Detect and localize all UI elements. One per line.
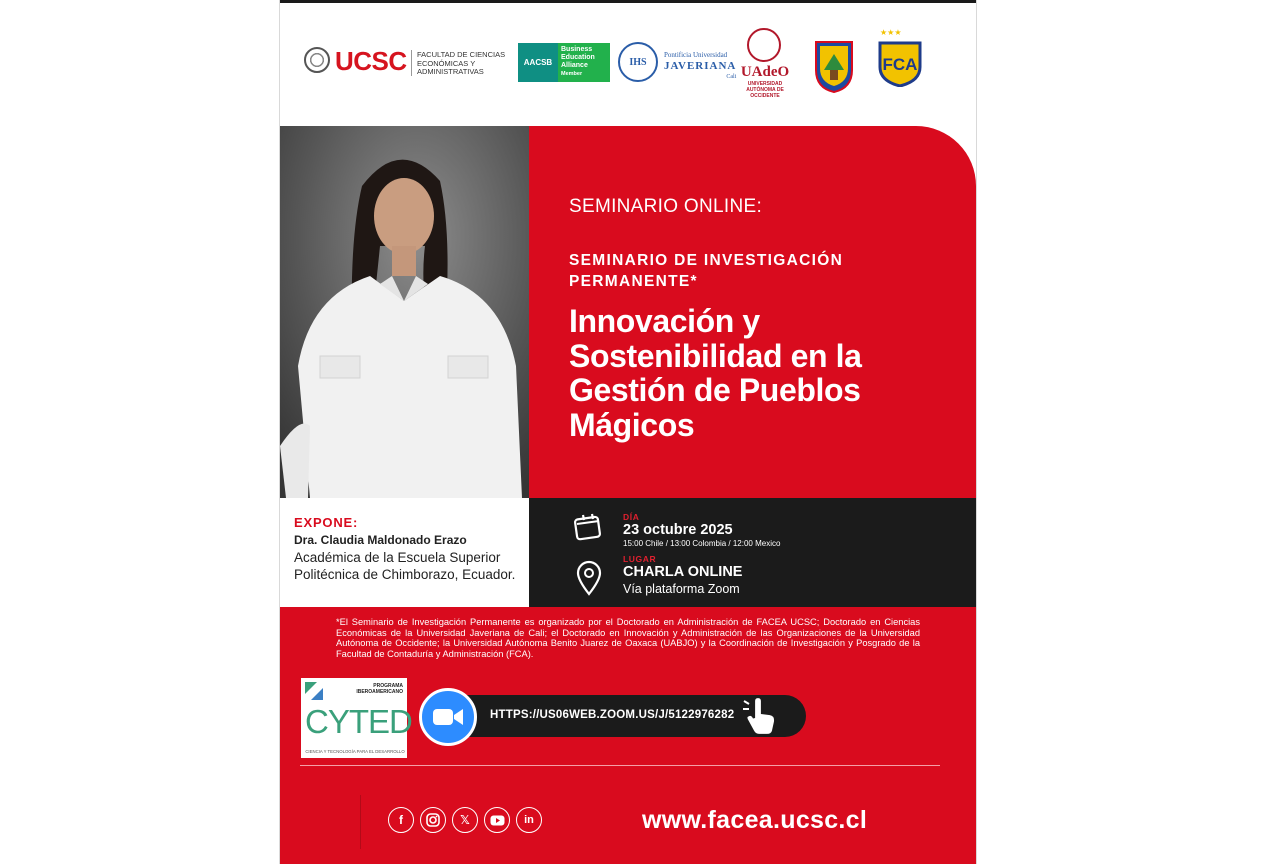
speaker-name: Dra. Claudia Maldonado Erazo: [294, 533, 467, 547]
javeriana-city: Cali: [726, 74, 737, 80]
event-date: 23 octubre 2025: [623, 522, 733, 538]
aacsb-member-text: Member: [561, 71, 583, 77]
place-label: LUGAR: [623, 554, 657, 564]
seminar-poster: [279, 0, 977, 864]
instagram-icon[interactable]: [420, 807, 446, 833]
video-camera-icon: [431, 706, 465, 728]
linkedin-icon[interactable]: in: [516, 807, 542, 833]
ucsc-seal-logo: [304, 47, 330, 73]
speaker-box: [280, 498, 529, 607]
speaker-label: EXPONE:: [294, 515, 359, 530]
speaker-affiliation: Académica de la Escuela Superior Politécnica de Chimborazo, Ecuador.: [294, 550, 516, 582]
footer-panel: [280, 607, 976, 864]
cyted-mark-icon: [303, 680, 325, 702]
uabjo-shield-logo: [814, 40, 854, 94]
zoom-url[interactable]: HTTPS://US06WEB.ZOOM.US/J/5122976282: [490, 709, 735, 721]
location-pin-icon: [575, 560, 603, 596]
javeriana-text: JAVERIANA: [664, 60, 737, 72]
fca-shield-logo: [878, 37, 922, 87]
calendar-icon: [573, 512, 603, 542]
event-info: [529, 498, 976, 607]
footer-divider: [300, 765, 940, 766]
pointer-hand-icon: [740, 695, 782, 737]
uao-logo-text: UAdeO: [740, 64, 790, 80]
header-panel: [529, 126, 976, 498]
top-strip: [280, 0, 976, 3]
aacsb-text: AACSB: [518, 43, 558, 82]
event-platform: Vía plataforma Zoom: [623, 582, 740, 596]
cyted-logo: [301, 678, 412, 758]
ucsc-logo-text: UCSC: [335, 46, 407, 76]
event-place: CHARLA ONLINE: [623, 564, 743, 580]
organizers-note: *El Seminario de Investigación Permanente es organizado por el Doctorado en Administración de FACEA UCSC; Doctorado en Ciencias Económicas de la Universidad Javeriana de Cali; el Doctorado en Innovación y Administración de las Organizaciones de la Universidad Autónoma de Occidente; la Universidad Autónoma Benito Juarez de Oaxaca (UABJO) y la Coordinación de Investigación y Posgrado de la Facultad de Contaduría y Administración (FCA).: [336, 617, 920, 659]
ucsc-divider: [411, 50, 412, 76]
uao-subtitle: UNIVERSIDAD AUTÓNOMA DE OCCIDENTE: [746, 81, 784, 99]
facebook-icon[interactable]: f: [388, 807, 414, 833]
javeriana-seal-logo: IHS: [618, 42, 658, 82]
speaker-photo: [280, 126, 529, 498]
footer-vertical-divider: [360, 795, 361, 849]
youtube-icon[interactable]: [484, 807, 510, 833]
javeriana-logo: [664, 50, 736, 83]
ucsc-faculty-text: FACULTAD DE CIENCIAS ECONÓMICAS Y ADMINISTRATIVAS: [417, 50, 506, 76]
zoom-icon[interactable]: [419, 688, 477, 746]
cyted-name: CYTED: [305, 703, 412, 740]
fca-logo-text: FCA: [882, 55, 918, 74]
javeriana-small-text: Pontificia Universidad: [664, 51, 728, 59]
logos-row: [280, 20, 976, 115]
seminar-kicker: SEMINARIO ONLINE:: [569, 196, 763, 217]
seminar-title: Innovación y Sostenibilidad en la Gestión de Pueblos Mágicos: [569, 303, 862, 443]
social-links: [388, 807, 542, 833]
uao-seal-logo: [747, 28, 781, 62]
aacsb-alliance: [558, 43, 610, 82]
fca-stars: ★★★: [880, 28, 902, 37]
seminar-series: SEMINARIO DE INVESTIGACIÓN PERMANENTE*: [569, 252, 844, 290]
x-icon[interactable]: 𝕏: [452, 807, 478, 833]
cyted-tagline: CIENCIA Y TECNOLOGÍA PARA EL DESARROLLO: [305, 749, 405, 754]
website-link[interactable]: www.facea.ucsc.cl: [642, 806, 868, 834]
aacsb-logo: [518, 43, 610, 82]
aacsb-alliance-text: Business Education Alliance: [561, 46, 595, 69]
day-label: DÍA: [623, 512, 640, 522]
event-times: 15:00 Chile / 13:00 Colombia / 12:00 Mexico: [623, 539, 781, 548]
cyted-program: PROGRAMA IBEROAMERICANO: [356, 683, 403, 695]
